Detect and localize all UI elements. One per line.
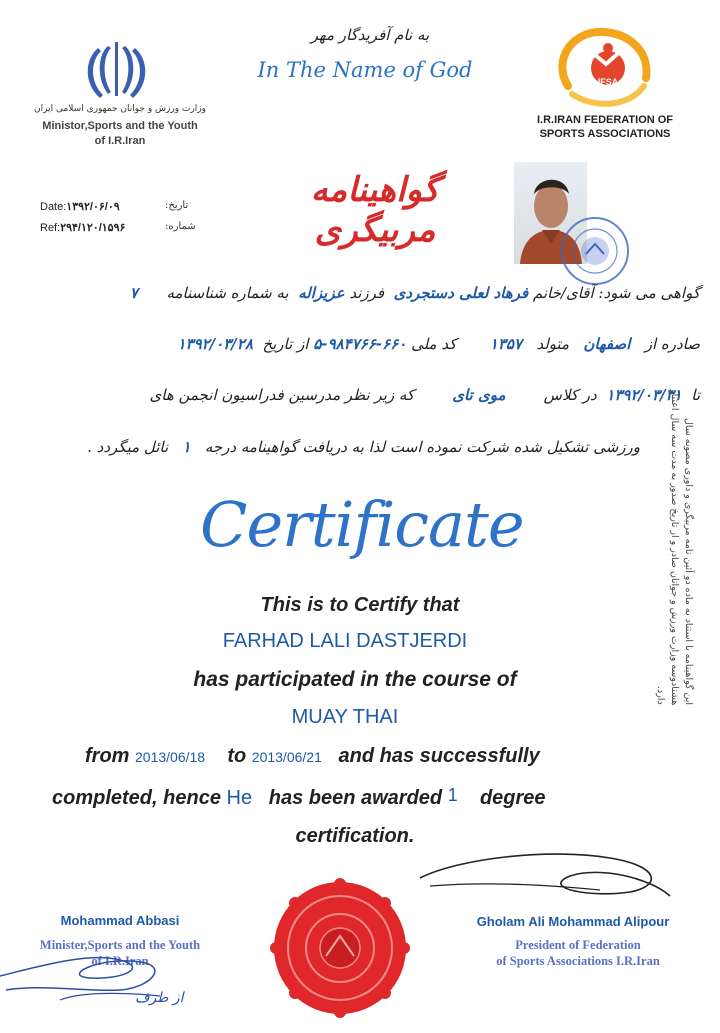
title-fa: گواهینامه مربیگری (310, 170, 440, 250)
fa-text: به شماره شناسنامه (166, 284, 289, 302)
date-label-en: Date: (40, 201, 67, 213)
degree-label: degree (479, 787, 546, 809)
course-name: MUAY THAI (291, 706, 399, 728)
persian-line-2 (60, 335, 700, 353)
fa-degree: ۱ (182, 438, 191, 456)
from-date: 2013/06/18 (135, 749, 206, 765)
fa-national-code: ۶۶۰-۹۸۴۷۶۶-۵ (313, 335, 407, 353)
fa-birth-year: ۱۳۵۷ (489, 335, 523, 353)
date-label-fa: تاریخ: (165, 200, 189, 211)
pronoun: He (226, 787, 253, 809)
fa-text: متولد (536, 335, 570, 353)
date-value: ۱۳۹۲/۰۶/۰۹ (66, 201, 120, 213)
fa-to-date: ۱۳۹۲/۰۳/۳۱ (606, 386, 682, 404)
persian-line-3 (60, 386, 700, 404)
certification-line: certification. (295, 825, 415, 847)
ref-row (40, 221, 125, 234)
to-label: to (227, 745, 247, 767)
fa-text: در کلاس (543, 386, 597, 404)
right-signature-icon (400, 838, 680, 920)
ref-value: ۲۹۴/۱۲۰/۱۵۹۶ (60, 222, 126, 234)
fa-text: نائل میگردد . (87, 438, 169, 456)
fa-text: که زیر نظر مدرسین فدراسیون انجمن های (149, 386, 415, 404)
fa-text: فرزند (349, 284, 385, 302)
federation-2: SPORTS ASSOCIATIONS (539, 128, 671, 140)
recipient-name: FARHAD LALI DASTJERDI (222, 630, 468, 652)
ref-label-fa: شماره: (165, 221, 196, 232)
ifsa-logo-text: IFSA (597, 77, 619, 87)
ifsa-logo-icon (546, 24, 664, 112)
awarded-line (52, 785, 546, 810)
ministry-fa: وزارت ورزش و جوانان جمهوری اسلامی ایران (34, 104, 206, 114)
right-sign-title-1: President of Federation (515, 938, 641, 952)
fa-course: موی تای (452, 386, 506, 404)
to-date: 2013/06/21 (251, 749, 322, 765)
ministry-en-2: of I.R.Iran (94, 135, 146, 147)
fa-father: عزیزاله (298, 284, 345, 302)
federation-stamp-icon (558, 214, 632, 288)
left-signature-icon (0, 930, 220, 1020)
fa-text: صادره از (644, 335, 700, 353)
left-hand-fa: از طرف (135, 990, 184, 1006)
right-sign-title-2: of Sports Associations I.R.Iran (496, 954, 660, 968)
fa-from-date: ۱۳۹۲/۰۳/۲۸ (177, 335, 253, 353)
iran-emblem-icon (80, 38, 150, 104)
fa-text: گواهی می شود: آقای/خانم (532, 284, 700, 302)
bismillah-fa: به نام آفریدگار مهر (310, 26, 430, 44)
fa-name: فرهاد لعلی دستجردی (393, 284, 529, 302)
left-sign-title-1: Minister,Sports and the Youth (39, 938, 201, 952)
awarded-text: has been awarded (268, 787, 443, 809)
certify-line: This is to Certify that (260, 594, 460, 616)
dates-line (85, 745, 540, 768)
left-sign-title-2: of I.R.Iran (91, 954, 149, 968)
ref-label-en: Ref: (40, 222, 61, 234)
bismillah-en: In The Name of God (257, 58, 473, 82)
success-text: and has successfully (338, 745, 540, 767)
federation-1: I.R.IRAN FEDERATION OF (536, 114, 674, 126)
fa-id-no: ۷ (129, 284, 138, 302)
red-wax-seal-icon (268, 876, 412, 1020)
side-note: این گواهینامه با استناد به ماده دو آئین نامه مربیگری و داوری مصوبه سال هشتادوسه وزارت ورزش و جوانان صادر و از تاریخ صدور به مدت سه سال اعتبار دارد. (655, 388, 694, 705)
date-row (40, 200, 120, 213)
ministry-en-1: Ministor,Sports and the Youth (42, 120, 198, 132)
degree-number: 1 (447, 785, 458, 805)
from-label: from (85, 745, 130, 767)
fa-text: تا (691, 386, 700, 404)
right-sign-name: Gholam Ali Mohammad Alipour (476, 914, 670, 929)
fa-city: اصفهان (583, 335, 631, 353)
fa-text: کد ملی (411, 335, 457, 353)
left-sign-name: Mohammad Abbasi (60, 913, 180, 928)
certificate-title: Certificate (200, 488, 524, 561)
completed-text: completed, hence (52, 787, 221, 809)
fa-text: ورزشی تشکیل شده شرکت نموده است لذا به دریافت گواهینامه درجه (204, 438, 640, 456)
fa-text: از تاریخ (262, 335, 309, 353)
persian-line-4 (60, 438, 640, 456)
persian-line-1 (60, 284, 700, 302)
participated-line: has participated in the course of (193, 668, 517, 691)
